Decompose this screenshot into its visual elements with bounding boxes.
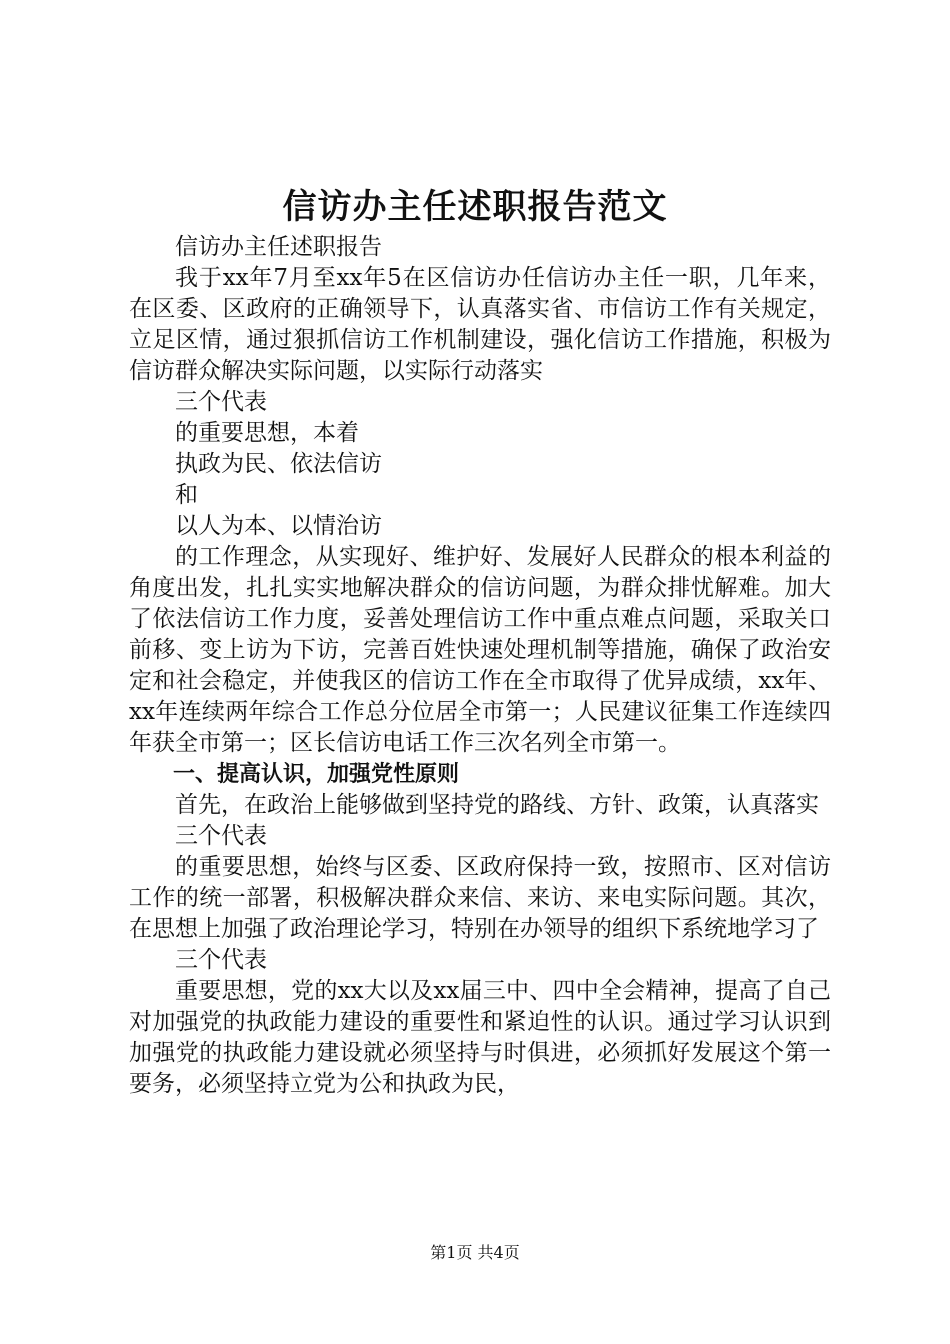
paragraph: 首先，在政治上能够做到坚持党的路线、方针、政策，认真落实 — [175, 792, 819, 818]
paragraph: 的重要思想，本着 — [175, 420, 359, 446]
page-footer: 第1页 共4页 — [430, 1243, 520, 1262]
paragraph: 三个代表 — [175, 947, 267, 973]
paragraph: 三个代表 — [175, 823, 267, 849]
paragraph: 我于xx年7月至xx年5在区信访办任信访办主任一职，几年来，在区委、区政府的正确领导下，认真落实省、市信访工作有关规定，立足区情，通过狠抓信访工作机制建设，强化信访工作措施，积极为信访群众解决实际问题，以实际行动落实 — [129, 265, 831, 384]
section-heading: 一、提高认识，加强党性原则 — [173, 762, 460, 787]
paragraph: 三个代表 — [175, 389, 267, 415]
paragraph: 执政为民、依法信访 — [175, 451, 382, 477]
paragraph: 以人为本、以情治访 — [175, 513, 382, 539]
paragraph: 的重要思想，始终与区委、区政府保持一致，按照市、区对信访工作的统一部署，积极解决群众来信、来访、来电实际问题。其次，在思想上加强了政治理论学习，特别在办领导的组织下系统地学习了 — [129, 854, 831, 942]
paragraph: 和 — [175, 482, 198, 508]
document-title: 信访办主任述职报告范文 — [282, 187, 668, 227]
document-body — [129, 232, 831, 1100]
paragraph: 信访办主任述职报告 — [175, 234, 382, 260]
paragraph: 重要思想，党的xx大以及xx届三中、四中全会精神，提高了自己对加强党的执政能力建设的重要性和紧迫性的认识。通过学习认识到加强党的执政能力建设就必须坚持与时俱进，必须抓好发展这个第一要务，必须坚持立党为公和执政为民， — [129, 978, 831, 1097]
paragraph: 的工作理念，从实现好、维护好、发展好人民群众的根本利益的角度出发，扎扎实实地解决群众的信访问题，为群众排忧解难。加大了依法信访工作力度，妥善处理信访工作中重点难点问题，采取关口前移、变上访为下访，完善百姓快速处理机制等措施，确保了政治安定和社会稳定，并使我区的信访工作在全市取得了优异成绩，xx年、xx年连续两年综合工作总分位居全市第一；人民建议征集工作连续四年获全市第一；区长信访电话工作三次名列全市第一。 — [129, 544, 831, 756]
